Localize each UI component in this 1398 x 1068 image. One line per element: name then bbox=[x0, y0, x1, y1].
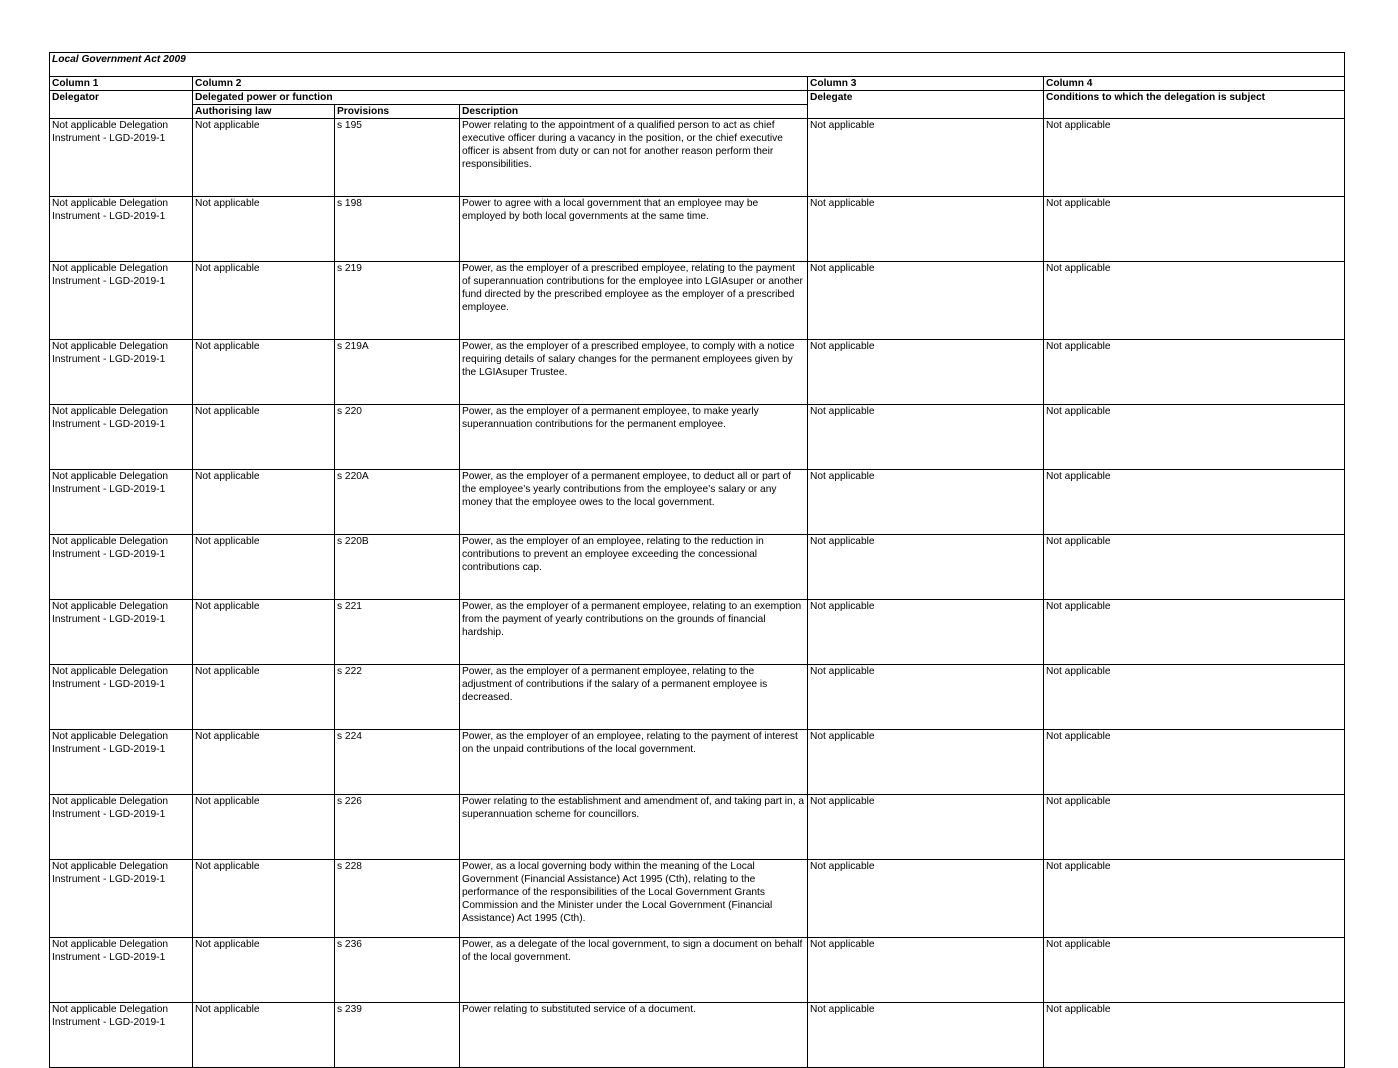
table-row bbox=[50, 665, 1345, 730]
conditions-cell: Not applicable bbox=[1044, 730, 1345, 795]
description-cell: Power, as the employer of a permanent employee, to deduct all or part of the employee’s yearly contributions from the employee’s salary or any money that the employee owes to the local government. bbox=[460, 470, 808, 535]
delegator-cell: Not applicable Delegation Instrument - LGD-2019-1 bbox=[50, 340, 193, 405]
table-row bbox=[50, 119, 1345, 197]
description-cell: Power, as the employer of an employee, relating to the payment of interest on the unpaid contributions of the local government. bbox=[460, 730, 808, 795]
provision-cell: s 221 bbox=[335, 600, 460, 665]
provision-cell: s 220B bbox=[335, 535, 460, 600]
conditions-cell: Not applicable bbox=[1044, 795, 1345, 860]
delegated-power-header: Delegated power or function bbox=[193, 91, 808, 105]
provision-cell: s 228 bbox=[335, 860, 460, 938]
provision-cell: s 224 bbox=[335, 730, 460, 795]
description-cell: Power, as the employer of a prescribed employee, relating to the payment of superannuation contributions for the employee into LGIAsuper or another fund directed by the prescribed employee as the employer of a prescribed employee. bbox=[460, 262, 808, 340]
column-3-header: Column 3 bbox=[808, 77, 1044, 91]
delegate-header: Delegate bbox=[808, 91, 1044, 119]
provision-cell: s 226 bbox=[335, 795, 460, 860]
table-row bbox=[50, 405, 1345, 470]
table-row bbox=[50, 340, 1345, 405]
delegator-cell: Not applicable Delegation Instrument - LGD-2019-1 bbox=[50, 600, 193, 665]
delegate-cell: Not applicable bbox=[808, 405, 1044, 470]
conditions-cell: Not applicable bbox=[1044, 860, 1345, 938]
description-cell: Power relating to the establishment and amendment of, and taking part in, a superannuation scheme for councillors. bbox=[460, 795, 808, 860]
conditions-cell: Not applicable bbox=[1044, 405, 1345, 470]
delegator-cell: Not applicable Delegation Instrument - LGD-2019-1 bbox=[50, 730, 193, 795]
delegate-cell: Not applicable bbox=[808, 535, 1044, 600]
description-cell: Power relating to the appointment of a qualified person to act as chief executive officer during a vacancy in the position, or the chief executive officer is absent from duty or can not for another reason perform their responsibilities. bbox=[460, 119, 808, 197]
conditions-cell: Not applicable bbox=[1044, 535, 1345, 600]
delegator-cell: Not applicable Delegation Instrument - LGD-2019-1 bbox=[50, 405, 193, 470]
table-row bbox=[50, 535, 1345, 600]
delegator-cell: Not applicable Delegation Instrument - LGD-2019-1 bbox=[50, 197, 193, 262]
description-cell: Power, as a delegate of the local government, to sign a document on behalf of the local government. bbox=[460, 938, 808, 1003]
delegator-cell: Not applicable Delegation Instrument - LGD-2019-1 bbox=[50, 1003, 193, 1068]
authorising-law-header: Authorising law bbox=[193, 105, 335, 119]
table-row bbox=[50, 470, 1345, 535]
provision-cell: s 198 bbox=[335, 197, 460, 262]
authorising-law-cell: Not applicable bbox=[193, 600, 335, 665]
delegate-cell: Not applicable bbox=[808, 730, 1044, 795]
conditions-cell: Not applicable bbox=[1044, 340, 1345, 405]
delegate-cell: Not applicable bbox=[808, 665, 1044, 730]
conditions-cell: Not applicable bbox=[1044, 470, 1345, 535]
authorising-law-cell: Not applicable bbox=[193, 730, 335, 795]
delegator-cell: Not applicable Delegation Instrument - LGD-2019-1 bbox=[50, 665, 193, 730]
conditions-cell: Not applicable bbox=[1044, 1003, 1345, 1068]
delegator-cell: Not applicable Delegation Instrument - LGD-2019-1 bbox=[50, 470, 193, 535]
description-cell: Power, as the employer of a permanent employee, relating to an exemption from the payment of yearly contributions on the grounds of financial hardship. bbox=[460, 600, 808, 665]
authorising-law-cell: Not applicable bbox=[193, 938, 335, 1003]
authorising-law-cell: Not applicable bbox=[193, 119, 335, 197]
delegate-cell: Not applicable bbox=[808, 860, 1044, 938]
delegate-cell: Not applicable bbox=[808, 197, 1044, 262]
authorising-law-cell: Not applicable bbox=[193, 665, 335, 730]
delegator-cell: Not applicable Delegation Instrument - LGD-2019-1 bbox=[50, 795, 193, 860]
table-row bbox=[50, 730, 1345, 795]
delegate-cell: Not applicable bbox=[808, 340, 1044, 405]
delegator-cell: Not applicable Delegation Instrument - LGD-2019-1 bbox=[50, 262, 193, 340]
description-cell: Power, as the employer of an employee, relating to the reduction in contributions to prevent an employee exceeding the concessional contributions cap. bbox=[460, 535, 808, 600]
description-cell: Power relating to substituted service of a document. bbox=[460, 1003, 808, 1068]
provision-cell: s 222 bbox=[335, 665, 460, 730]
conditions-cell: Not applicable bbox=[1044, 938, 1345, 1003]
delegator-cell: Not applicable Delegation Instrument - LGD-2019-1 bbox=[50, 938, 193, 1003]
column-2-header: Column 2 bbox=[193, 77, 808, 91]
table-row bbox=[50, 262, 1345, 340]
authorising-law-cell: Not applicable bbox=[193, 795, 335, 860]
table-row bbox=[50, 795, 1345, 860]
description-cell: Power to agree with a local government that an employee may be employed by both local governments at the same time. bbox=[460, 197, 808, 262]
delegator-cell: Not applicable Delegation Instrument - LGD-2019-1 bbox=[50, 119, 193, 197]
provisions-header: Provisions bbox=[335, 105, 460, 119]
conditions-header: Conditions to which the delegation is subject bbox=[1044, 91, 1345, 119]
delegate-cell: Not applicable bbox=[808, 938, 1044, 1003]
conditions-cell: Not applicable bbox=[1044, 197, 1345, 262]
delegator-cell: Not applicable Delegation Instrument - LGD-2019-1 bbox=[50, 860, 193, 938]
authorising-law-cell: Not applicable bbox=[193, 1003, 335, 1068]
delegate-cell: Not applicable bbox=[808, 262, 1044, 340]
delegator-header: Delegator bbox=[50, 91, 193, 119]
provision-cell: s 195 bbox=[335, 119, 460, 197]
provision-cell: s 220 bbox=[335, 405, 460, 470]
description-cell: Power, as the employer of a permanent employee, relating to the adjustment of contributions if the salary of a permanent employee is decreased. bbox=[460, 665, 808, 730]
table-row bbox=[50, 860, 1345, 938]
description-header: Description bbox=[460, 105, 808, 119]
column-4-header: Column 4 bbox=[1044, 77, 1345, 91]
delegate-cell: Not applicable bbox=[808, 470, 1044, 535]
conditions-cell: Not applicable bbox=[1044, 262, 1345, 340]
table-row bbox=[50, 600, 1345, 665]
provision-cell: s 219A bbox=[335, 340, 460, 405]
authorising-law-cell: Not applicable bbox=[193, 340, 335, 405]
authorising-law-cell: Not applicable bbox=[193, 197, 335, 262]
table-title: Local Government Act 2009 bbox=[50, 53, 1345, 77]
description-cell: Power, as the employer of a prescribed employee, to comply with a notice requiring details of salary changes for the permanent employees given by the LGIAsuper Trustee. bbox=[460, 340, 808, 405]
provision-cell: s 219 bbox=[335, 262, 460, 340]
delegate-cell: Not applicable bbox=[808, 1003, 1044, 1068]
delegate-cell: Not applicable bbox=[808, 795, 1044, 860]
description-cell: Power, as the employer of a permanent employee, to make yearly superannuation contributions for the permanent employee. bbox=[460, 405, 808, 470]
conditions-cell: Not applicable bbox=[1044, 665, 1345, 730]
delegation-table bbox=[49, 52, 1345, 1068]
provision-cell: s 239 bbox=[335, 1003, 460, 1068]
table-row bbox=[50, 1003, 1345, 1068]
delegation-sheet bbox=[49, 52, 1344, 1068]
authorising-law-cell: Not applicable bbox=[193, 860, 335, 938]
table-row bbox=[50, 197, 1345, 262]
delegator-cell: Not applicable Delegation Instrument - LGD-2019-1 bbox=[50, 535, 193, 600]
description-cell: Power, as a local governing body within the meaning of the Local Government (Financial Assistance) Act 1995 (Cth), relating to the performance of the responsibilities of the Local Government Grants Commission and the Minister under the Local Government (Financial Assistance) Act 1995 (Cth). bbox=[460, 860, 808, 938]
table-row bbox=[50, 938, 1345, 1003]
conditions-cell: Not applicable bbox=[1044, 119, 1345, 197]
delegate-cell: Not applicable bbox=[808, 119, 1044, 197]
column-1-header: Column 1 bbox=[50, 77, 193, 91]
conditions-cell: Not applicable bbox=[1044, 600, 1345, 665]
provision-cell: s 236 bbox=[335, 938, 460, 1003]
authorising-law-cell: Not applicable bbox=[193, 535, 335, 600]
authorising-law-cell: Not applicable bbox=[193, 262, 335, 340]
delegate-cell: Not applicable bbox=[808, 600, 1044, 665]
authorising-law-cell: Not applicable bbox=[193, 470, 335, 535]
authorising-law-cell: Not applicable bbox=[193, 405, 335, 470]
provision-cell: s 220A bbox=[335, 470, 460, 535]
